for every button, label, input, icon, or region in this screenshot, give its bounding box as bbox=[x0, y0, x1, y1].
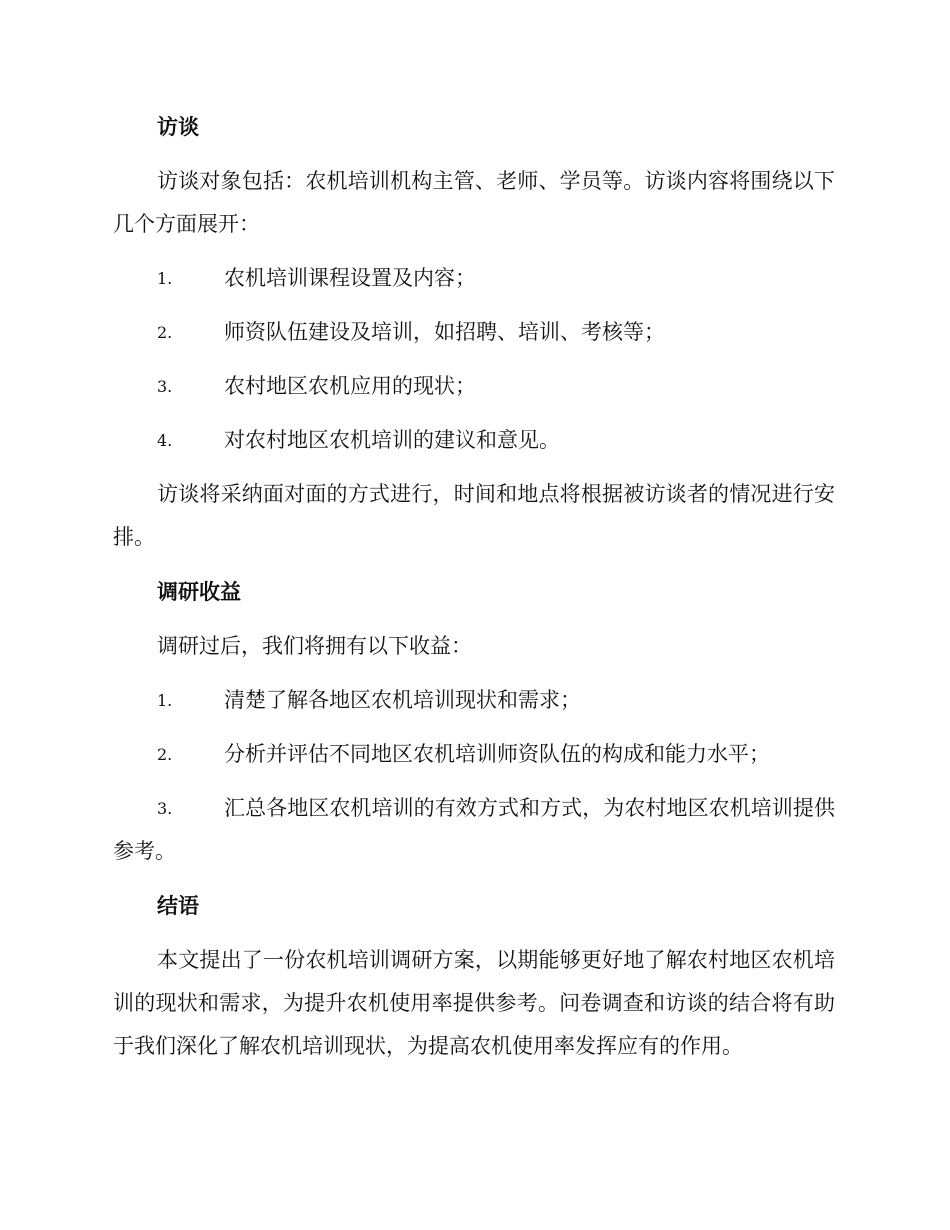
list-item-number: 1. bbox=[157, 269, 173, 288]
list-item-number: 3. bbox=[157, 377, 173, 396]
list-item-text: 农村地区农机应用的现状； bbox=[224, 374, 476, 398]
list-item bbox=[113, 311, 835, 354]
list-item bbox=[113, 257, 835, 300]
list-item-text: 农机培训课程设置及内容； bbox=[224, 266, 476, 290]
list-item-number: 4. bbox=[157, 431, 173, 450]
benefits-list bbox=[113, 679, 835, 873]
list-item bbox=[113, 787, 835, 873]
list-item-number: 1. bbox=[157, 691, 173, 710]
document-content bbox=[113, 105, 835, 1079]
list-item bbox=[113, 733, 835, 776]
section-heading-interview: 访谈 bbox=[157, 115, 199, 139]
list-item-text: 对农村地区农机培训的建议和意见。 bbox=[224, 428, 560, 452]
interview-intro-paragraph: 访谈对象包括：农机培训机构主管、老师、学员等。访谈内容将围绕以下几个方面展开： bbox=[113, 169, 835, 236]
list-item-text: 师资队伍建设及培训，如招聘、培训、考核等； bbox=[224, 320, 665, 344]
benefits-intro-paragraph: 调研过后，我们将拥有以下收益： bbox=[157, 634, 472, 658]
conclusion-paragraph: 本文提出了一份农机培训调研方案，以期能够更好地了解农村地区农机培训的现状和需求，为提升农机使用率提供参考。问卷调查和访谈的结合将有助于我们深化了解农机培训现状，为提高农机使用率发挥应有的作用。 bbox=[113, 948, 835, 1058]
list-item-text: 汇总各地区农机培训的有效方式和方式，为农村地区农机培训提供参考。 bbox=[113, 796, 835, 863]
list-item-text: 清楚了解各地区农机培训现状和需求； bbox=[224, 688, 581, 712]
list-item bbox=[113, 679, 835, 722]
list-item-number: 2. bbox=[157, 745, 173, 764]
interview-outro-paragraph: 访谈将采纳面对面的方式进行，时间和地点将根据被访谈者的情况进行安排。 bbox=[113, 482, 835, 549]
section-heading-conclusion: 结语 bbox=[157, 894, 199, 918]
list-item bbox=[113, 419, 835, 462]
list-item-text: 分析并评估不同地区农机培训师资队伍的构成和能力水平； bbox=[224, 742, 770, 766]
interview-topic-list bbox=[113, 257, 835, 462]
list-item-number: 2. bbox=[157, 323, 173, 342]
list-item-number: 3. bbox=[157, 799, 173, 818]
list-item bbox=[113, 365, 835, 408]
section-heading-research-benefits: 调研收益 bbox=[157, 580, 241, 604]
